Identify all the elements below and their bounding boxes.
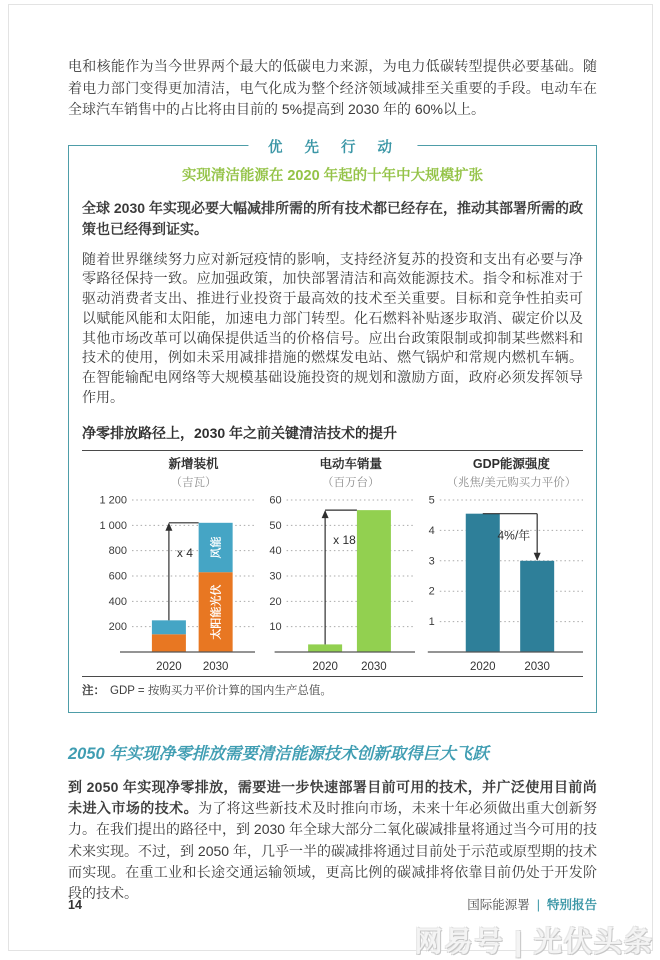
section-paragraph-rest: 为了将这些新技术及时推向市场，未来十年必须做出重大创新努力。在我们提出的路径中，到 2030 年全球大部分二氧化碳减排量将通过当今可用的技术来实现。不过，到 2050 年，几乎一半的碳减排将通过目前处于示范或原型期的技术而实现。在重工业和长途交通运输领域，更高比例的碳减排将依靠目前仍处于开发阶段的技术。 xyxy=(68,800,597,902)
figure-note-prefix: 注： xyxy=(82,684,105,697)
svg-text:600: 600 xyxy=(108,570,127,583)
priority-action-box xyxy=(68,139,597,713)
svg-text:3: 3 xyxy=(428,555,435,568)
svg-text:60: 60 xyxy=(269,494,282,507)
charts-row xyxy=(82,451,583,676)
page-footer xyxy=(68,895,597,913)
svg-text:新增装机: 新增装机 xyxy=(168,456,219,471)
svg-text:400: 400 xyxy=(108,595,127,608)
svg-text:4: 4 xyxy=(428,524,435,537)
box-body-paragraph: 随着世界继续努力应对新冠疫情的影响，支持经济复苏的投资和支出有必要与净零路径保持一致。应加强政策，加快部署清洁和高效能源技术。指令和标准对于驱动消费者支出、推进行业投资于最高效的技术至关重要。目标和竞争性拍卖可以赋能风能和太阳能，加速电力部门转型。化石燃料补贴逐步取消、碳定价以及其他市场改革可以确保提供适当的价格信号。应出台政策限制或抑制某些燃料和技术的使用，例如未采用减排措施的燃煤发电站、燃气锅炉和常规内燃机车辆。在智能输配电网络等大规模基础设施投资的规划和激励方面，政府必须发挥领导作用。 xyxy=(82,250,583,406)
figure-note xyxy=(82,682,583,698)
footer-separator: | xyxy=(536,898,540,912)
svg-text:200: 200 xyxy=(108,621,127,634)
svg-text:2020: 2020 xyxy=(156,660,182,673)
chart-0 xyxy=(84,454,259,676)
chart-2 xyxy=(419,454,587,676)
svg-text:2030: 2030 xyxy=(202,660,229,673)
box-lead-paragraph: 全球 2030 年实现必要大幅减排所需的所有技术都已经存在，推动其部署所需的政策也已经得到证实。 xyxy=(82,199,583,237)
footer-publisher: 国际能源署 xyxy=(467,898,530,912)
svg-text:2030: 2030 xyxy=(524,660,550,673)
svg-text:（百万台）: （百万台） xyxy=(322,476,380,489)
footer-right xyxy=(467,895,597,913)
intro-paragraph: 电和核能作为当今世界两个最大的低碳电力来源，为电力低碳转型提供必要基础。随着电力部门变得更加清洁，电气化成为整个经济领域减排至关重要的手段。电动车在全球汽车销售中的占比将由目前的 5%提高到 2030 年的 60%以上。 xyxy=(68,58,597,117)
svg-text:5: 5 xyxy=(428,494,435,507)
watermark: 网易号 | 光伏头条 xyxy=(414,926,654,957)
svg-text:2020: 2020 xyxy=(312,660,338,673)
svg-text:x 4: x 4 xyxy=(176,545,193,560)
figure-note-text: GDP = 按购买力平价计算的国内生产总值。 xyxy=(110,684,332,697)
svg-text:800: 800 xyxy=(108,545,127,558)
priority-box-title: 优 先 行 动 xyxy=(248,136,417,157)
svg-text:1: 1 xyxy=(428,615,435,628)
figure-title: 净零排放路径上，2030 年之前关键清洁技术的提升 xyxy=(82,424,398,441)
svg-text:2020: 2020 xyxy=(469,660,496,673)
section-paragraph-bold-lead: 到 2050 年实现净零排放，需要进一步快速部署目前可用的技术，并广泛使用目前尚未进入市场的技术。 xyxy=(68,778,597,817)
figure-bottom-rule xyxy=(82,676,583,677)
svg-text:30: 30 xyxy=(269,570,282,583)
svg-text:电动车销量: 电动车销量 xyxy=(319,456,383,471)
svg-text:2030: 2030 xyxy=(361,660,387,673)
footer-report-type: 特别报告 xyxy=(546,898,597,912)
page-number: 14 xyxy=(68,898,82,912)
svg-text:10: 10 xyxy=(269,621,282,634)
svg-text:20: 20 xyxy=(269,595,282,608)
section-paragraph xyxy=(68,777,597,905)
svg-text:2: 2 xyxy=(428,585,435,598)
priority-box-subtitle: 实现清洁能源在 2020 年起的十年中大规模扩张 xyxy=(181,167,484,184)
svg-text:1 200: 1 200 xyxy=(99,494,127,507)
svg-text:40: 40 xyxy=(269,545,282,558)
svg-text:x 18: x 18 xyxy=(333,533,356,548)
svg-text:（兆焦/美元购买力平价）: （兆焦/美元购买力平价） xyxy=(446,476,577,489)
svg-text:太阳能光伏: 太阳能光伏 xyxy=(210,584,223,640)
svg-text:（吉瓦）: （吉瓦） xyxy=(170,476,217,489)
section-heading: 2050 年实现净零排放需要清洁能源技术创新取得巨大飞跃 xyxy=(68,744,489,763)
svg-text:GDP能源强度: GDP能源强度 xyxy=(472,456,550,471)
svg-text:50: 50 xyxy=(269,519,282,532)
svg-text:1 000: 1 000 xyxy=(99,519,127,532)
svg-text:风能: 风能 xyxy=(210,536,223,559)
svg-text:4%/年: 4%/年 xyxy=(497,528,531,543)
chart-1 xyxy=(259,454,419,676)
